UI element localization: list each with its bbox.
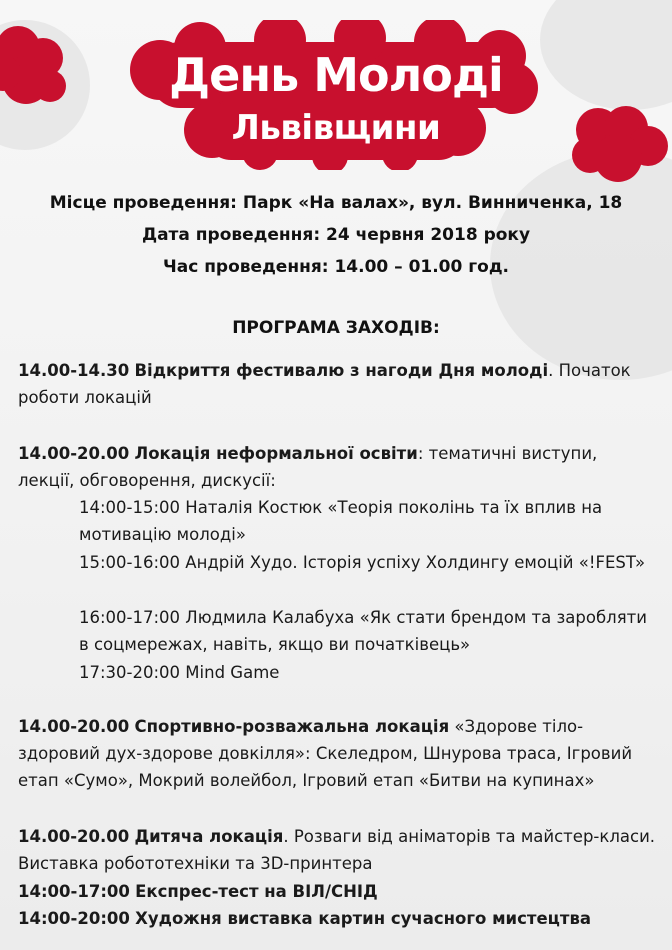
- talk-item: 14:00-15:00 Наталія Костюк «Теорія поколінь та їх вплив на мотивацію молоді»: [79, 498, 603, 544]
- program-item-title: Експрес-тест на ВІЛ/СНІД: [135, 882, 378, 901]
- program-item-time: 14.00-14.30: [18, 361, 130, 380]
- program-item: [18, 823, 658, 877]
- talk-item: 15:00-16:00 Андрій Худо. Історія успіху Холдингу емоцій «!FEST»: [79, 553, 646, 572]
- program-item-title: Спортивно-розважальна локація: [134, 717, 450, 736]
- program-item-text: . Розваги від аніматорів та майстер-класи. Виставка робототехніки та 3D-принтера: [18, 827, 656, 873]
- program-item-time: 14:00-20:00: [18, 909, 130, 928]
- program-item-title: Відкриття фестивалю з нагоди Дня молоді: [134, 361, 549, 380]
- talk-item: 17:30-20:00 Mind Game: [79, 663, 280, 682]
- program-item: [18, 713, 658, 794]
- header-title-badge: [0, 20, 672, 170]
- event-date: Дата проведення: 24 червня 2018 року: [141, 225, 531, 245]
- event-time: Час проведення: 14.00 – 01.00 год.: [162, 257, 510, 277]
- program-item-time: 14.00-20.00: [18, 827, 130, 846]
- program-item: [18, 905, 658, 932]
- program-item-title: Дитяча локація: [134, 827, 284, 846]
- talk-item: 16:00-17:00 Людмила Калабуха «Як стати брендом та заробляти в соцмережах, навіть, якщо ви початківець»: [79, 608, 647, 654]
- program-item-time: 14.00-20.00: [18, 717, 130, 736]
- program-item-time: 14:00-17:00: [18, 882, 130, 901]
- program-title: ПРОГРАМА ЗАХОДІВ:: [232, 318, 440, 338]
- program-item-text: . Початок роботи локацій: [18, 361, 631, 407]
- program-item-time: 14.00-20.00: [18, 444, 130, 463]
- program-item-title: Локація неформальної освіти: [134, 444, 418, 463]
- event-place: Місце проведення: Парк «На валах», вул. Винниченка, 18: [49, 193, 623, 213]
- program-item-text: : тематичні виступи, лекції, обговорення, дискусії:: [18, 444, 598, 490]
- title-line-2: Львівщини: [231, 108, 441, 148]
- program-item: [18, 878, 658, 905]
- program-item-title: Художня виставка картин сучасного мистецтва: [135, 909, 592, 928]
- program-item-text: «Здорове тіло-здоровий дух-здорове довкілля»: Скеледром, Шнурова траса, Ігровий етап «Сумо», Мокрий волейбол, Ігровий етап «Битви на купинах»: [18, 717, 633, 790]
- program-item: [18, 357, 658, 411]
- program-item: [18, 440, 658, 494]
- title-line-1: День Молоді: [169, 48, 503, 102]
